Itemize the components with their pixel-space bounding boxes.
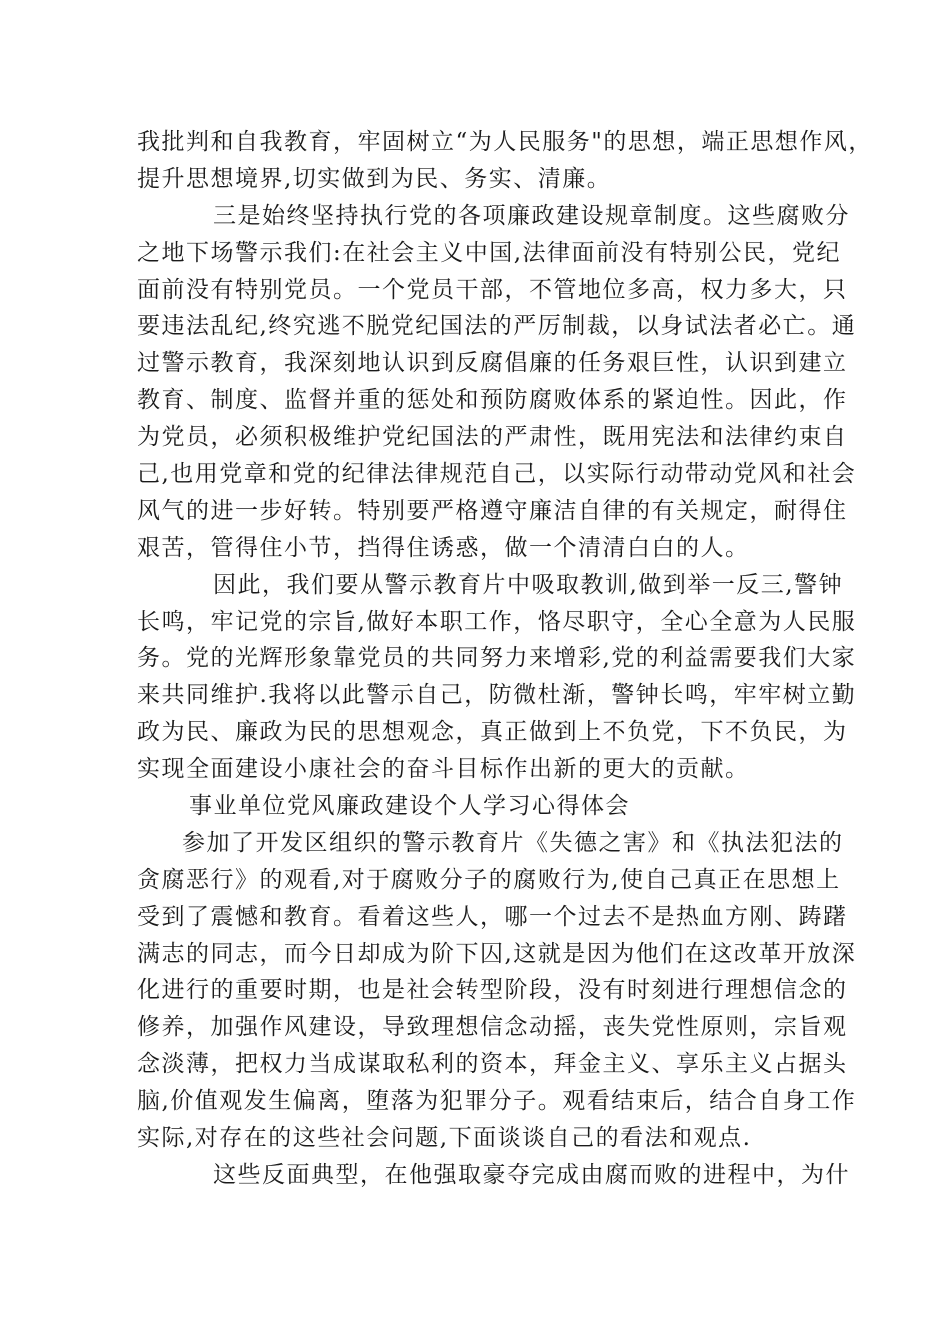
section-heading: 事业单位党风廉政建设个人学习心得体会 (189, 793, 630, 820)
text-line: 念淡薄，把权力当成谋取私利的资本，拜金主义、享乐主义占据头 (137, 1051, 848, 1078)
text-line: 艰苦，管得住小节，挡得住诱惑，做一个清清白白的人。 (137, 534, 750, 561)
text-line: 之地下场警示我们:在社会主义中国,法律面前没有特别公民，党纪 (137, 239, 842, 266)
paragraph-start-line: 三是始终坚持执行党的各项廉政建设规章制度。这些腐败分 (213, 202, 850, 229)
paragraph-start-line: 因此，我们要从警示教育片中吸取教训,做到举一反三,警钟 (213, 571, 844, 598)
text-line: 贪腐恶行》的观看,对于腐败分子的腐败行为,使自己真正在思想上 (137, 866, 841, 893)
text-line: 过警示教育，我深刻地认识到反腐倡廉的任务艰巨性，认识到建立 (137, 350, 848, 377)
text-line: 长鸣，牢记党的宗旨,做好本职工作，恪尽职守，全心全意为人民服 (137, 608, 857, 635)
text-line: 政为民、廉政为民的思想观念，真正做到上不负党，下不负民，为 (137, 719, 848, 746)
text-line: 己,也用党章和党的纪律法律规范自己，以实际行动带动党风和社会 (137, 461, 857, 488)
text-line: 教育、制度、监督并重的惩处和预防腐败体系的紧迫性。因此，作 (137, 387, 848, 414)
text-line: 面前没有特别党员。一个党员干部，不管地位多高，权力多大，只 (137, 276, 848, 303)
text-line: 脑,价值观发生偏离，堕落为犯罪分子。观看结束后，结合自身工作 (137, 1088, 857, 1115)
text-line: 实现全面建设小康社会的奋斗目标作出新的更大的贡献。 (137, 756, 750, 783)
text-line: 满志的同志，而今日却成为阶下囚,这就是因为他们在这改革开放深 (137, 940, 857, 967)
text-line: 来共同维护.我将以此警示自己，防微杜渐，警钟长鸣，牢牢树立勤 (137, 682, 857, 709)
paragraph-start-line: 参加了开发区组织的警示教育片《失德之害》和《执法犯法的 (182, 829, 844, 856)
text-line: 实际,对存在的这些社会问题,下面谈谈自己的看法和观点. (137, 1125, 752, 1152)
text-line: 受到了震憾和教育。看着这些人，哪一个过去不是热血方刚、踌躇 (137, 903, 848, 930)
text-line: 化进行的重要时期，也是社会转型阶段，没有时刻进行理想信念的 (137, 977, 848, 1004)
text-line: 要违法乱纪,终究逃不脱党纪国法的严厉制裁，以身试法者必亡。通 (137, 313, 857, 340)
document-body (137, 124, 873, 1194)
text-line: 修养，加强作风建设，导致理想信念动摇，丧失党性原则，宗旨观 (137, 1014, 848, 1041)
text-line: 务。党的光辉形象靠党员的共同努力来增彩,党的利益需要我们大家 (137, 645, 857, 672)
text-line: 风气的进一步好转。特别要严格遵守廉洁自律的有关规定，耐得住 (137, 497, 848, 524)
text-line: 为党员，必须积极维护党纪国法的严肃性，既用宪法和法律约束自 (137, 424, 848, 451)
text-line: 提升思想境界,切实做到为民、务实、清廉。 (137, 165, 612, 192)
text-line: 我批判和自我教育，牢固树立“为人民服务"的思想，端正思想作风， (137, 129, 873, 155)
paragraph-start-line: 这些反面典型，在他强取豪夺完成由腐而败的进程中，为什 (213, 1161, 850, 1188)
